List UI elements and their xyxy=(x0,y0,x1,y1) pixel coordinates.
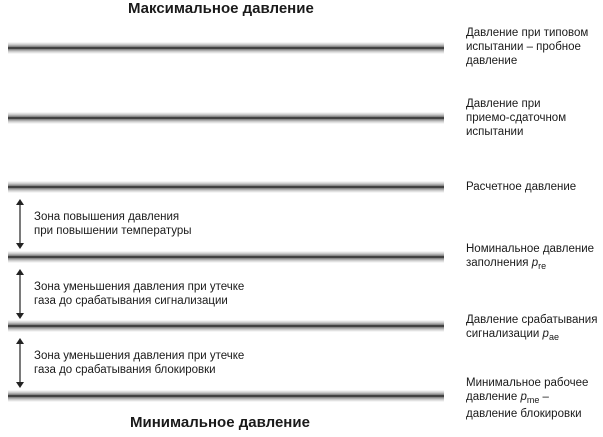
level-label-alarm-pressure: Давление срабатывания сигнализации $p_{ae}$ xyxy=(466,314,598,342)
zone-label-leak-to-alarm: Зона уменьшения давления при утечке газа до срабатывания сигнализации xyxy=(34,281,245,307)
double-arrow-icon xyxy=(12,268,28,320)
pressure-level-line-design xyxy=(8,181,444,193)
min-pressure-title: Минимальное давление xyxy=(130,414,310,431)
pressure-level-line-test xyxy=(8,42,444,54)
level-label-design-pressure: Расчетное давление xyxy=(466,181,577,193)
zone-label-temperature-rise: Зона повышения давления при повышении температуры xyxy=(34,211,192,237)
double-arrow-icon xyxy=(12,337,28,389)
max-pressure-title: Максимальное давление xyxy=(128,0,314,17)
level-label-test-pressure: Давление при типовом испытании – пробное давление xyxy=(466,27,589,67)
pressure-level-line-nominal xyxy=(8,251,444,263)
pressure-level-line-acceptance xyxy=(8,112,444,124)
double-arrow-icon xyxy=(12,198,28,250)
level-label-minimum-working-pressure: Минимальное рабочее давление $p_{me}$ – давление блокировки xyxy=(466,377,589,420)
pressure-level-line-alarm xyxy=(8,320,444,332)
level-label-nominal-fill-pressure: Номинальное давление заполнения $p_{re}$ xyxy=(466,243,595,271)
zone-label-leak-to-lockout: Зона уменьшения давления при утечке газа до срабатывания блокировки xyxy=(34,350,245,376)
level-label-acceptance-pressure: Давление при приемо-сдаточном испытании xyxy=(466,98,567,138)
pressure-level-line-minimum xyxy=(8,390,444,402)
